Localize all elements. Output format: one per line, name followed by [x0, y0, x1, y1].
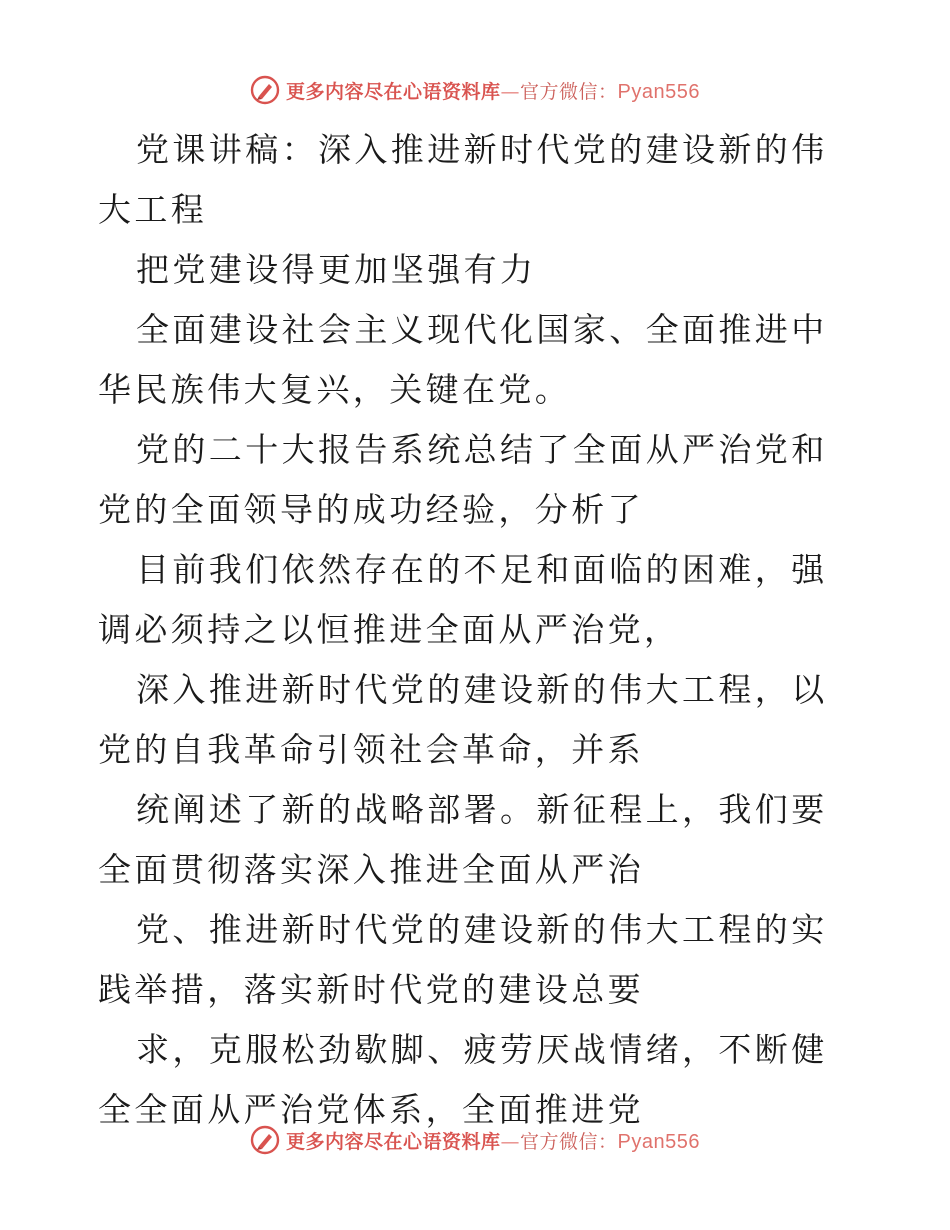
- document-body: [98, 120, 858, 1140]
- paragraph: 统阐述了新的战略部署。新征程上，我们要全面贯彻落实深入推进全面从严治: [98, 790, 828, 889]
- paragraph: 把党建设得更加坚强有力: [136, 250, 537, 289]
- watermark-text: [286, 1127, 700, 1154]
- watermark-separator: —: [500, 1130, 521, 1153]
- watermark-wechat-id: Pyan556: [617, 80, 700, 103]
- paragraph: 求，克服松劲歇脚、疲劳厌战情绪，不断健全全面从严治党体系，全面推进党: [98, 1030, 828, 1129]
- watermark-text: [286, 77, 700, 104]
- document-title: 党课讲稿：深入推进新时代党的建设新的伟大工程: [98, 130, 828, 229]
- footer-watermark: [0, 1120, 950, 1160]
- watermark-separator: —: [500, 80, 521, 103]
- watermark-wechat-id: Pyan556: [617, 1130, 700, 1153]
- paragraph: 深入推进新时代党的建设新的伟大工程，以党的自我革命引领社会革命，并系: [98, 670, 828, 769]
- watermark-official: 官方微信：: [520, 1130, 618, 1153]
- pen-logo-icon: [250, 75, 280, 105]
- watermark-site: 更多内容尽在心语资料库: [286, 80, 501, 103]
- paragraph: 目前我们依然存在的不足和面临的困难，强调必须持之以恒推进全面从严治党，: [98, 550, 828, 649]
- header-watermark: [0, 70, 950, 110]
- pen-logo-icon: [250, 1125, 280, 1155]
- paragraph: 党、推进新时代党的建设新的伟大工程的实践举措，落实新时代党的建设总要: [98, 910, 828, 1009]
- watermark-site: 更多内容尽在心语资料库: [286, 1130, 501, 1153]
- watermark-official: 官方微信：: [520, 80, 618, 103]
- paragraph: 全面建设社会主义现代化国家、全面推进中华民族伟大复兴，关键在党。: [98, 310, 828, 409]
- paragraph: 党的二十大报告系统总结了全面从严治党和党的全面领导的成功经验，分析了: [98, 430, 828, 529]
